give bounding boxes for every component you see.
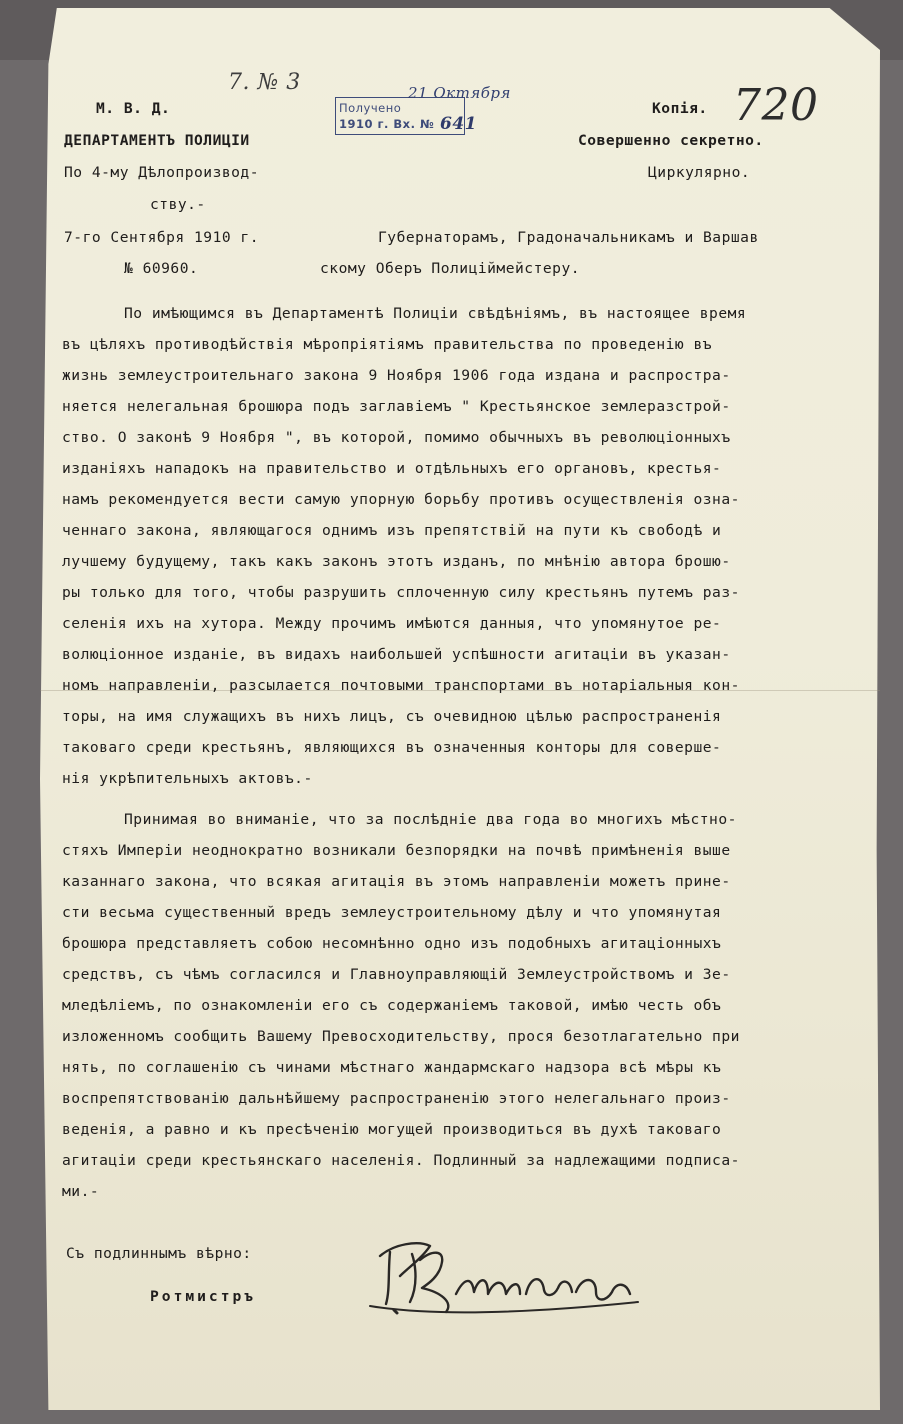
header-section-cont: ству.- <box>150 196 206 213</box>
body-line-19: казаннаго закона, что всякая агитація въ этомъ направленіи можетъ прине- <box>62 873 731 890</box>
rank-label: Ротмистръ <box>150 1288 257 1305</box>
header-number: № 60960. <box>124 260 199 277</box>
body-line-17: Принимая во вниманіе, что за послѣдніе два года во многихъ мѣстно- <box>124 811 737 828</box>
handwritten-number: 720 <box>733 80 819 131</box>
body-line-28: агитаціи среди крестьянскаго населенія. Подлинный за надлежащими подписа- <box>62 1152 740 1169</box>
address-line-2: скому Оберъ Полицiймейстеру. <box>320 260 581 277</box>
body-line-21: брошюра представляетъ собою несомнѣнно одно изъ подобныхъ агитаціонныхъ <box>62 935 722 952</box>
header-ministry: М. В. Д. <box>96 100 171 117</box>
header-date: 7-го Сентября 1910 г. <box>64 229 260 246</box>
handwritten-signature <box>360 1232 650 1322</box>
body-line-20: сти весьма существенный вредъ землеустроительному дѣлу и что упомянутая <box>62 904 722 921</box>
circular-label: Циркулярно. <box>648 164 751 181</box>
body-line-8: ченнаго закона, являющагося однимъ изъ препятствій на пути къ свободѣ и <box>62 522 722 539</box>
header-section: По 4-му Дѣлопроизвод- <box>64 164 260 181</box>
stamp-line-2: 1910 г. Вх. № <box>339 117 435 131</box>
body-line-9: лучшему будущему, такъ какъ законъ этотъ изданъ, по мнѣнію автора брошю- <box>62 553 731 570</box>
secrecy-label: Совершенно секретно. <box>578 132 764 149</box>
certified-line: Съ подлиннымъ вѣрно: <box>66 1245 252 1262</box>
body-line-6: изданіяхъ нападокъ на правительство и отдѣльныхъ его органовъ, крестья- <box>62 460 722 477</box>
body-line-24: изложенномъ сообщить Вашему Превосходительству, прося безотлагательно при <box>62 1028 740 1045</box>
body-line-3: жизнь землеустроительнаго закона 9 Ноября 1906 года издана и распростра- <box>62 367 731 384</box>
body-line-5: ство. О законѣ 9 Ноября ", въ которой, помимо обычныхъ въ революціонныхъ <box>62 429 731 446</box>
body-line-2: въ цѣляхъ противодѣйствія мѣропріятіямъ правительства по проведенію въ <box>62 336 713 353</box>
body-line-26: воспрепятствованію дальнѣйшему распространенію этого нелегальнаго произ- <box>62 1090 731 1107</box>
body-line-7: намъ рекомендуется вести самую упорную борьбу противъ осуществленія озна- <box>62 491 740 508</box>
body-line-23: мледѣліемъ, по ознакомленіи его съ содержаніемъ таковой, имѣю честь объ <box>62 997 722 1014</box>
body-line-14: торы, на имя служащихъ въ нихъ лицъ, съ очевидною цѣлью распространенія <box>62 708 722 725</box>
body-line-12: волюціонное изданіе, въ видахъ наибольшей успѣшности агитаціи въ указан- <box>62 646 731 663</box>
body-line-10: ры только для того, чтобы разрушить сплоченную силу крестьянъ путемъ раз- <box>62 584 740 601</box>
header-department: ДЕПАРТАМЕНТЪ ПОЛИЦІИ <box>64 132 250 149</box>
body-line-11: селенія ихъ на хутора. Между прочимъ имѣются данныя, что упомянутое ре- <box>62 615 722 632</box>
body-line-4: няется нелегальная брошюра подъ заглавіемъ " Крестьянское землеразстрой- <box>62 398 731 415</box>
stamp-date: 21 Октября <box>408 84 511 102</box>
body-line-16: нія укрѣпительныхъ актовъ.- <box>62 770 313 787</box>
body-line-22: средствъ, съ чѣмъ согласился и Главноуправляющій Землеустройствомъ и Зе- <box>62 966 731 983</box>
body-line-13: номъ направленіи, разсылается почтовыми транспортами въ нотаріальныя кон- <box>62 677 740 694</box>
address-line-1: Губернаторамъ, Градоначальникамъ и Варшав <box>378 229 759 246</box>
body-line-29: ми.- <box>62 1183 100 1200</box>
body-line-27: веденія, а равно и къ пресѣченію могущей производиться въ духѣ таковаго <box>62 1121 722 1138</box>
copy-label: Копія. <box>652 100 708 117</box>
stamp-line-1: Получено <box>339 101 402 115</box>
stamp-number: 641 <box>440 114 477 134</box>
handwritten-top-mark: 7. № 3 <box>228 70 301 95</box>
body-line-1: По имѣющимся въ Департаментѣ Полиціи свѣдѣніямъ, въ настоящее время <box>124 305 747 322</box>
body-line-18: стяхъ Имперіи неоднократно возникали безпорядки на почвѣ примѣненія выше <box>62 842 731 859</box>
body-line-25: нять, по соглашенію съ чинами мѣстнаго жандармскаго надзора всѣ мѣры къ <box>62 1059 722 1076</box>
body-line-15: таковаго среди крестьянъ, являющихся въ означенныя конторы для соверше- <box>62 739 722 756</box>
